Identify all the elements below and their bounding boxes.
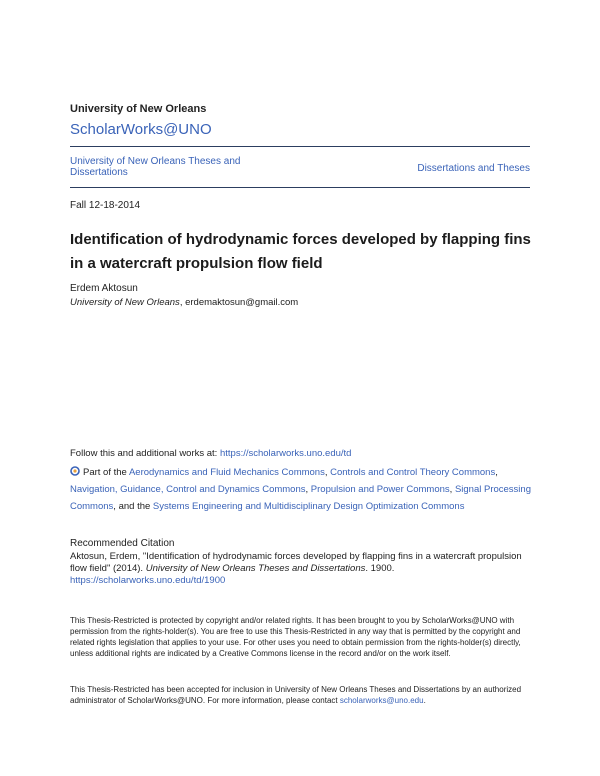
citation-text: Aktosun, Erdem, "Identification of hydrodynamic forces developed by flapping fins in a watercraft propulsion flow field" (2014). University of New Orleans Theses and Dissertations. 1900. https://scholarworks.uno.edu/td/1900 xyxy=(70,551,522,586)
paper-title: Identification of hydrodynamic forces developed by flapping fins in a watercraft propulsion flow field xyxy=(70,231,531,272)
affiliation-name: University of New Orleans xyxy=(70,297,180,308)
commons-network-icon xyxy=(70,466,80,476)
divider-bottom xyxy=(70,187,530,188)
follow-link[interactable]: https://scholarworks.uno.edu/td xyxy=(219,448,352,459)
repository-link[interactable]: ScholarWorks@UNO xyxy=(70,121,212,138)
citation-series: University of New Orleans Theses and Dissertations xyxy=(145,563,366,574)
rights-statement: This Thesis-Restricted is protected by copyright and/or related rights. It has been brought to you by ScholarWorks@UNO with permission from the rights-holder(s). You are free to use this Thesis-Restricted in any way that is permitted by the copyright and related rights legislation that applies to your use. For other uses you need to obtain permission from the rights-holder(s) directly, unless additional rights are indicated by a Creative Commons license in the record and/or on the work itself. xyxy=(70,616,521,658)
divider-top xyxy=(70,146,530,147)
follow-line xyxy=(70,448,351,459)
author-name: Erdem Aktosun xyxy=(70,283,138,294)
commons-link-aerodynamics[interactable]: Aerodynamics and Fluid Mechanics Commons xyxy=(128,467,325,478)
university-name: University of New Orleans xyxy=(70,103,207,115)
author-affiliation xyxy=(70,297,298,308)
contact-email-link[interactable]: scholarworks@uno.edu xyxy=(339,696,424,705)
commons-link-propulsion[interactable]: Propulsion and Power Commons xyxy=(310,484,450,495)
commons-link-systems-engineering[interactable]: Systems Engineering and Multidisciplinary Design Optimization Commons xyxy=(152,501,465,512)
follow-text: Follow this and additional works at: xyxy=(70,448,220,459)
publication-date: Fall 12-18-2014 xyxy=(70,200,141,211)
commons-link-signal-processing[interactable]: Signal Processing Commons xyxy=(70,484,531,512)
collection-link-uno-theses[interactable]: University of New Orleans Theses and Dissertations xyxy=(70,156,241,178)
collection-link-dissertations[interactable]: Dissertations and Theses xyxy=(417,163,530,174)
commons-link-navigation[interactable]: Navigation, Guidance, Control and Dynamics Commons xyxy=(70,484,306,495)
contact-statement: This Thesis-Restricted has been accepted for inclusion in University of New Orleans Theses and Dissertations by an authorized administrator of ScholarWorks@UNO. For more information, please contact scholarworks@uno.edu. xyxy=(70,685,522,705)
author-email: , erdemaktosun@gmail.com xyxy=(179,297,299,308)
part-of-prefix: Part of the xyxy=(83,467,129,478)
citation-url-link[interactable]: https://scholarworks.uno.edu/td/1900 xyxy=(70,575,226,586)
citation-heading: Recommended Citation xyxy=(70,538,175,549)
commons-link-controls[interactable]: Controls and Control Theory Commons xyxy=(330,467,496,478)
part-of-commons: Part of the Aerodynamics and Fluid Mechanics Commons, Controls and Control Theory Commons, Navigation, Guidance, Control and Dynamics Commons, Propulsion and Power Commons, Signal Processing Commons, and the Systems Engineering and Multidisciplinary Design Optimization Commons xyxy=(70,467,531,512)
